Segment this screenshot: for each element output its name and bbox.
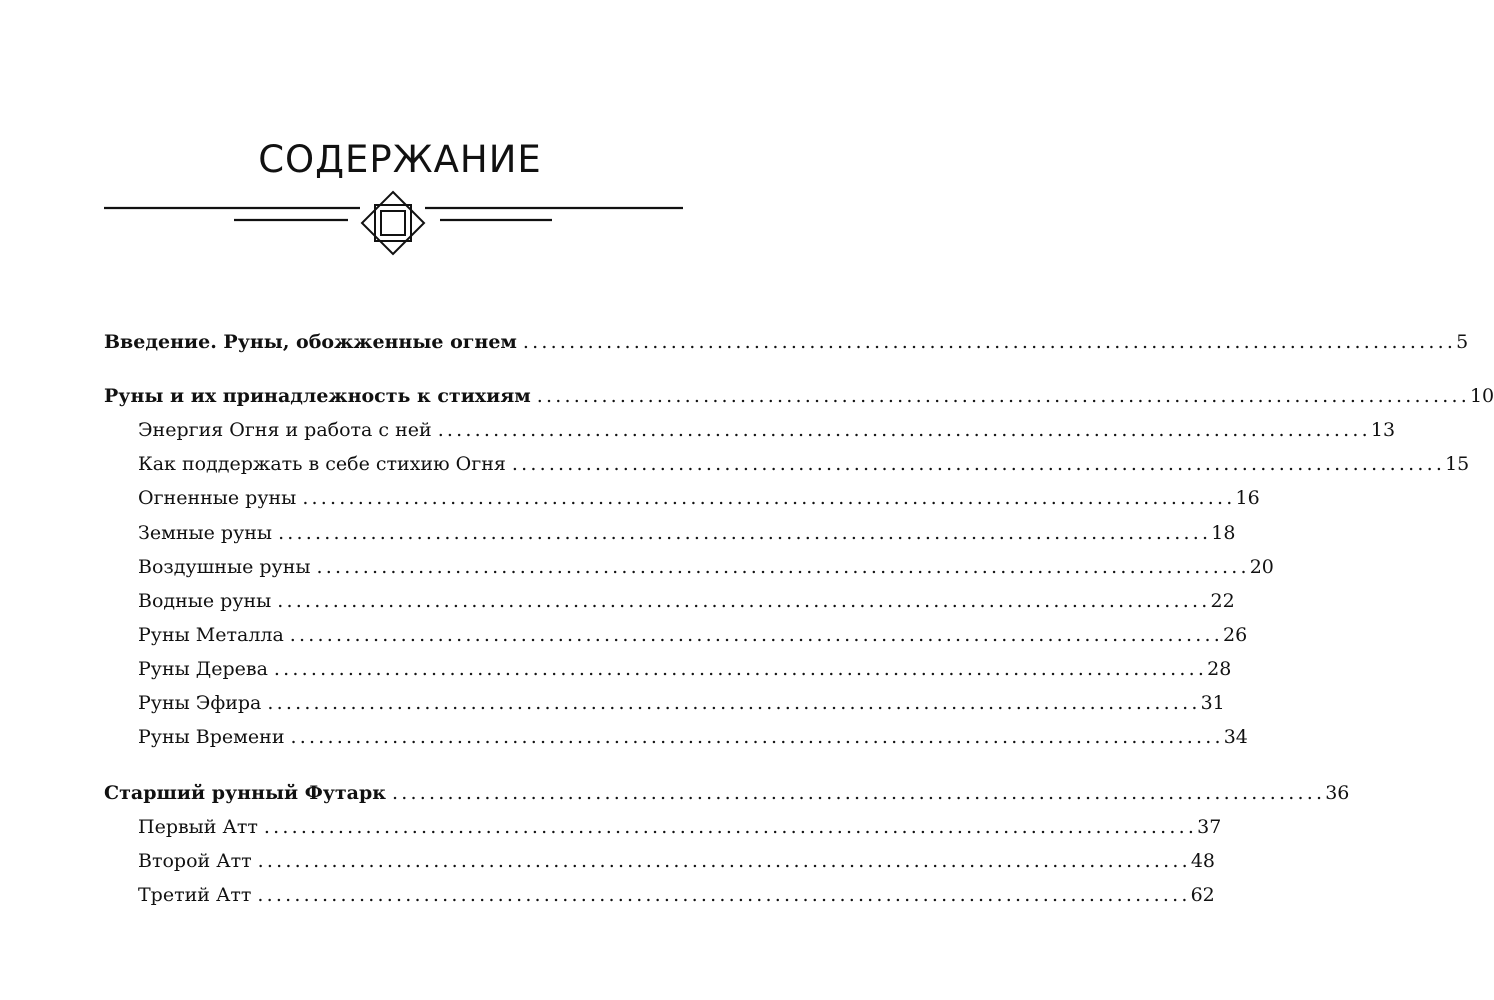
toc-entry-title: Руны и их принадлежность к стихиям xyxy=(104,385,531,407)
toc-leader-dots: ..................................................................................................... xyxy=(302,487,1236,509)
toc-leader-dots: ..................................................................................................... xyxy=(522,331,1457,353)
toc-entry-title: Энергия Огня и работа с ней xyxy=(138,419,432,441)
page-title: СОДЕРЖАНИЕ xyxy=(258,138,542,181)
toc-entry-page: 48 xyxy=(1190,850,1216,872)
toc-leader-dots: ..................................................................................................... xyxy=(263,816,1198,838)
toc-leader-dots: ..................................................................................................... xyxy=(257,884,1191,906)
toc-entry-title: Второй Атт xyxy=(138,850,252,872)
toc-entry-page: 28 xyxy=(1207,658,1232,680)
toc-entry[interactable] xyxy=(138,656,1232,682)
toc-entry[interactable] xyxy=(138,724,1248,750)
toc-entry[interactable] xyxy=(138,622,1248,648)
toc-entry[interactable] xyxy=(138,690,1225,716)
toc-leader-dots: ..................................................................................................... xyxy=(437,419,1371,441)
toc-entry-title: Водные руны xyxy=(138,590,272,612)
toc-entry[interactable] xyxy=(138,520,1236,546)
toc-leader-dots: ..................................................................................................... xyxy=(392,782,1326,804)
toc-entry[interactable] xyxy=(104,780,1350,806)
toc-entry-page: 16 xyxy=(1235,487,1260,509)
toc-leader-dots: ..................................................................................................... xyxy=(273,658,1208,680)
toc-entry-page: 18 xyxy=(1211,522,1236,544)
toc-entry-title: Земные руны xyxy=(138,522,273,544)
toc-leader-dots: ..................................................................................................... xyxy=(289,624,1223,646)
toc-entry-page: 34 xyxy=(1223,726,1248,748)
toc-entry[interactable] xyxy=(138,814,1222,840)
toc-entry-page: 22 xyxy=(1210,590,1235,612)
toc-entry-title: Руны Металла xyxy=(138,624,284,646)
toc-entry-title: Старший рунный Футарк xyxy=(104,782,387,804)
toc-entry-page: 10 xyxy=(1469,385,1494,407)
toc-entry[interactable] xyxy=(138,451,1470,477)
toc-entry[interactable] xyxy=(104,383,1494,409)
toc-entry[interactable] xyxy=(138,848,1216,874)
toc-entry-title: Воздушные руны xyxy=(138,556,311,578)
toc-entry-page: 36 xyxy=(1325,782,1350,804)
toc-entry-title: Как поддержать в себе стихию Огня xyxy=(138,453,506,475)
toc-entry-page: 26 xyxy=(1223,624,1248,646)
toc-entry-page: 37 xyxy=(1197,816,1222,838)
toc-leader-dots: ..................................................................................................... xyxy=(278,522,1212,544)
toc-leader-dots: ..................................................................................................... xyxy=(267,692,1201,714)
toc-entry-title: Руны Времени xyxy=(138,726,285,748)
toc-entry-page: 15 xyxy=(1445,453,1470,475)
toc-leader-dots: ..................................................................................................... xyxy=(257,850,1191,872)
toc-entry-title: Руны Дерева xyxy=(138,658,268,680)
toc-leader-dots: ..................................................................................................... xyxy=(316,556,1250,578)
toc-entry[interactable] xyxy=(138,485,1260,511)
toc-entry[interactable] xyxy=(138,588,1235,614)
toc-entry-title: Третий Атт xyxy=(138,884,252,906)
toc-entry-title: Огненные руны xyxy=(138,487,297,509)
toc-leader-dots: ..................................................................................................... xyxy=(290,726,1224,748)
toc-entry-page: 62 xyxy=(1190,884,1215,906)
toc-entry[interactable] xyxy=(138,554,1274,580)
toc-leader-dots: ..................................................................................................... xyxy=(511,453,1446,475)
ornament-inner-square xyxy=(381,211,405,235)
toc-entry[interactable] xyxy=(104,329,1469,355)
toc-entry-title: Руны Эфира xyxy=(138,692,262,714)
toc-leader-dots: ..................................................................................................... xyxy=(277,590,1211,612)
toc-entry-title: Первый Атт xyxy=(138,816,258,838)
title-ornament xyxy=(0,0,800,270)
toc-entry-page: 31 xyxy=(1200,692,1225,714)
toc-entry[interactable] xyxy=(138,417,1396,443)
toc-leader-dots: ..................................................................................................... xyxy=(536,385,1470,407)
toc-entry-title: Введение. Руны, обожженные огнем xyxy=(104,331,517,353)
toc-entry-page: 5 xyxy=(1456,331,1469,353)
toc-entry[interactable] xyxy=(138,882,1215,908)
ornament-diamond xyxy=(362,192,424,254)
toc-entry-page: 20 xyxy=(1249,556,1274,578)
toc-entry-page: 13 xyxy=(1370,419,1396,441)
